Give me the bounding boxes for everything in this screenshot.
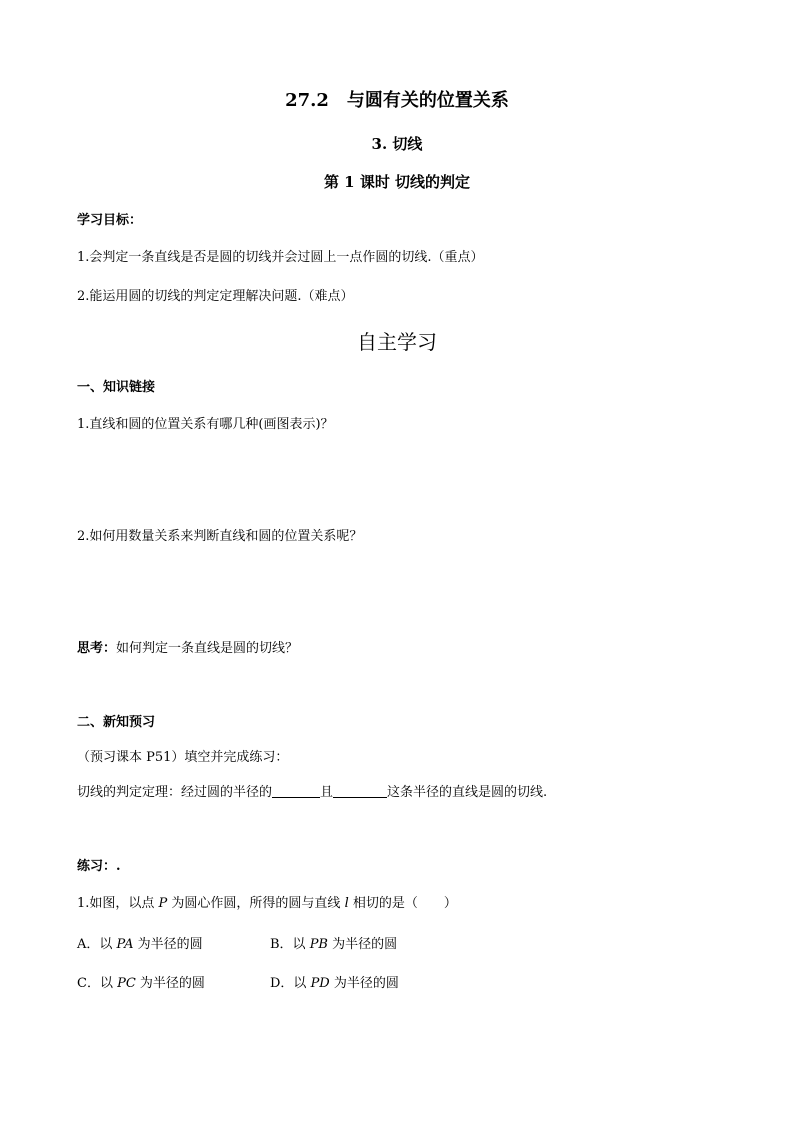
q1-var-p: P [158,896,168,911]
theorem-text-c: 这条半径的直线是圆的切线. [387,785,548,800]
goal-item-2: 2.能运用圆的切线的判定定理解决问题.（难点） [77,289,354,304]
section-subtitle: 3. 切线 [371,135,423,153]
tangent-theorem [77,781,547,800]
think-text: 如何判定一条直线是圆的切线？ [116,641,299,656]
option-c-var: PC [117,976,136,991]
think-question [77,637,298,656]
option-a [77,933,203,952]
practice-question-1 [77,892,457,911]
option-d [270,972,399,991]
page-title: 27.2 与圆有关的位置关系 [285,90,509,111]
option-a-label: A．以 [77,937,117,952]
theorem-blank-1[interactable] [272,784,320,798]
option-a-text: 为半径的圆 [133,937,203,952]
option-a-var: PA [116,937,134,952]
q1-text-c: 相切的是（ ） [348,896,457,911]
question-2: 2.如何用数量关系来判断直线和圆的位置关系呢？ [77,529,363,544]
goal-item-1: 1.会判定一条直线是否是圆的切线并会过圆上一点作圆的切线.（重点） [77,250,484,265]
theorem-text-a: 切线的判定定理：经过圆的半径的 [77,785,273,800]
option-b-var: PB [309,937,328,952]
lesson-title: 第 1 课时 切线的判定 [323,173,471,191]
new-knowledge-heading: 二、新知预习 [77,715,156,730]
option-c-label: C．以 [77,976,118,991]
option-b [270,933,397,952]
goals-heading: 学习目标： [77,213,143,228]
option-d-label: D．以 [270,976,311,991]
question-1: 1.直线和圆的位置关系有哪几种(画图表示)？ [77,417,334,432]
option-b-text: 为半径的圆 [328,937,398,952]
option-d-text: 为半径的圆 [329,976,399,991]
self-study-heading: 自主学习 [357,330,437,354]
q1-text-b: 为圆心作圆，所得的圆与直线 [167,896,345,911]
option-c [77,972,205,991]
theorem-text-b: 且 [320,785,334,800]
preview-intro: （预习课本 P51）填空并完成练习： [77,750,289,765]
theorem-blank-2[interactable] [333,784,387,798]
option-d-var: PD [310,976,330,991]
option-b-label: B．以 [270,937,310,952]
option-c-text: 为半径的圆 [135,976,205,991]
q1-var-l: l [344,896,349,911]
q1-text-a: 1.如图，以点 [77,896,159,911]
think-label: 思考： [77,641,117,656]
knowledge-link-heading: 一、知识链接 [77,380,156,395]
practice-heading: 练习：. [77,859,121,874]
